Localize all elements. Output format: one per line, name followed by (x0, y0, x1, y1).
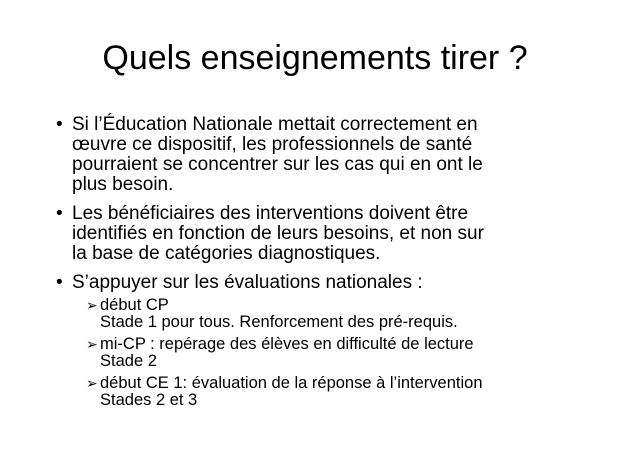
sub-bullet-item (86, 336, 590, 370)
sub-bullet-text-line: Stades 2 et 3 (100, 391, 198, 409)
bullet-text-line: la base de catégories diagnostiques. (72, 243, 381, 264)
bullet-item (56, 115, 576, 195)
bullet-text-line: pourraient se concentrer sur les cas qui en ont le (72, 154, 483, 175)
arrow-bullet-icon: ➢ (86, 336, 98, 352)
bullet-text-line: plus besoin. (72, 174, 174, 195)
arrow-bullet-icon: ➢ (86, 297, 98, 313)
sub-bullet-text-line: début CE 1: évaluation de la réponse à l’intervention (100, 374, 483, 392)
bullet-text-line: identifiés en fonction de leurs besoins, et non sur (72, 223, 484, 244)
sub-bullet-text-line: Stade 1 pour tous. Renforcement des pré-requis. (100, 313, 458, 331)
bullet-marker: • (56, 114, 63, 135)
bullet-item (56, 273, 576, 409)
bullet-marker: • (56, 203, 63, 224)
slide-title: Quels enseignements tirer ? (102, 39, 528, 77)
sub-bullet-list (86, 297, 590, 409)
sub-bullet-item (86, 297, 590, 331)
bullet-text-line: S’appuyer sur les évaluations nationales : (72, 272, 423, 293)
sub-bullet-text-line: mi-CP : repérage des élèves en difficulté de lecture (100, 335, 474, 353)
arrow-bullet-icon: ➢ (86, 375, 98, 391)
bullet-text-line: Si l’Éducation Nationale mettait correctement en (72, 114, 478, 135)
bullet-marker: • (56, 272, 63, 293)
bullet-text-line: Les bénéficiaires des interventions doivent être (72, 203, 469, 224)
sub-bullet-item (86, 375, 590, 409)
bullet-list (56, 115, 576, 418)
bullet-item (56, 204, 576, 264)
sub-bullet-text-line: début CP (100, 296, 169, 314)
bullet-text-line: œuvre ce dispositif, les professionnels de santé (72, 134, 473, 155)
sub-bullet-text-line: Stade 2 (100, 352, 157, 370)
